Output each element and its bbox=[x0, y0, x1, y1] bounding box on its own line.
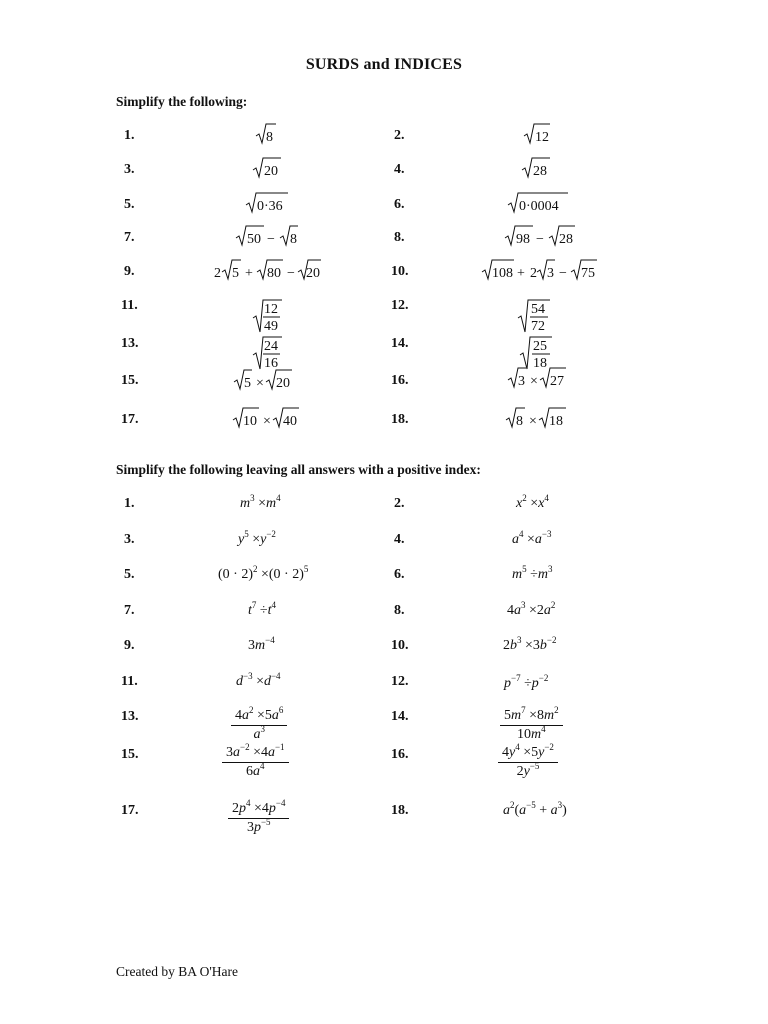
question-number: 17. bbox=[121, 412, 139, 427]
svg-text:×: × bbox=[529, 414, 537, 429]
question-number: 9. bbox=[124, 264, 135, 279]
question-number: 7. bbox=[124, 603, 135, 618]
expression-index: $x^2 \times x^4$ bbox=[516, 493, 549, 511]
surd-expressions bbox=[0, 0, 768, 440]
svg-text:−: − bbox=[559, 266, 567, 281]
svg-text:98: 98 bbox=[516, 232, 530, 247]
svg-text:49: 49 bbox=[264, 319, 278, 334]
expression-index: $d^{-3} \times d^{-4}$ bbox=[236, 671, 281, 689]
expression-index: $m^3 \times m^4$ bbox=[240, 493, 281, 511]
question-number: 16. bbox=[391, 373, 409, 388]
expression-surd bbox=[524, 124, 550, 145]
expression-surd-fraction bbox=[520, 337, 552, 371]
svg-text:−: − bbox=[287, 266, 295, 281]
question-number: 9. bbox=[124, 638, 135, 653]
expression-surd bbox=[506, 408, 566, 429]
question-number: 8. bbox=[394, 603, 405, 618]
svg-text:8: 8 bbox=[516, 414, 523, 429]
svg-text:3: 3 bbox=[547, 266, 554, 281]
expression-index: $2b^3 \times 3b^{-2}$ bbox=[503, 635, 557, 653]
svg-text:27: 27 bbox=[550, 374, 564, 389]
expression-surd bbox=[508, 368, 566, 389]
question-number: 2. bbox=[394, 128, 405, 143]
question-number: 18. bbox=[391, 803, 409, 818]
svg-text:80: 80 bbox=[267, 266, 281, 281]
question-number: 14. bbox=[391, 709, 409, 724]
expression-index: $3m^{-4}$ bbox=[248, 635, 275, 653]
svg-text:75: 75 bbox=[581, 266, 595, 281]
svg-text:25: 25 bbox=[533, 339, 547, 354]
svg-text:−: − bbox=[267, 232, 275, 247]
svg-text:5: 5 bbox=[244, 376, 251, 391]
svg-text:28: 28 bbox=[533, 164, 547, 179]
svg-text:5: 5 bbox=[232, 266, 239, 281]
svg-text:2: 2 bbox=[214, 266, 221, 281]
question-number: 1. bbox=[124, 496, 135, 511]
expression-index-fraction: $\frac{4a^2 \times 5a^6}{a^3}$ bbox=[231, 708, 287, 743]
question-number: 5. bbox=[124, 197, 135, 212]
expression-surd bbox=[214, 260, 321, 281]
question-number: 16. bbox=[391, 747, 409, 762]
question-number: 15. bbox=[121, 747, 139, 762]
question-number: 18. bbox=[391, 412, 409, 427]
expression-surd-fraction bbox=[518, 300, 550, 334]
svg-text:+: + bbox=[245, 266, 253, 281]
section-heading-indices: Simplify the following leaving all answers with a positive index: bbox=[116, 462, 481, 477]
svg-text:16: 16 bbox=[264, 356, 278, 371]
svg-text:108: 108 bbox=[492, 266, 513, 281]
question-number: 3. bbox=[124, 162, 135, 177]
question-number: 3. bbox=[124, 532, 135, 547]
author-credit: Created by BA O'Hare bbox=[116, 964, 239, 979]
expression-surd bbox=[482, 260, 597, 281]
expression-index: $a^4 \times a^{-3}$ bbox=[512, 529, 552, 547]
svg-text:12: 12 bbox=[535, 130, 549, 145]
svg-text:×: × bbox=[256, 376, 264, 391]
question-number: 6. bbox=[394, 197, 405, 212]
expression-surd bbox=[256, 124, 276, 145]
question-number: 17. bbox=[121, 803, 139, 818]
svg-text:×: × bbox=[530, 374, 538, 389]
question-number: 5. bbox=[124, 567, 135, 582]
svg-text:20: 20 bbox=[306, 266, 320, 281]
question-number: 8. bbox=[394, 230, 405, 245]
expression-surd bbox=[236, 226, 298, 247]
svg-text:18: 18 bbox=[549, 414, 563, 429]
expression-surd-fraction bbox=[253, 337, 282, 371]
svg-text:2: 2 bbox=[530, 266, 537, 281]
svg-text:50: 50 bbox=[247, 232, 261, 247]
question-number: 2. bbox=[394, 496, 405, 511]
svg-text:28: 28 bbox=[559, 232, 573, 247]
question-number: 12. bbox=[391, 298, 409, 313]
svg-text:−: − bbox=[536, 232, 544, 247]
question-number: 14. bbox=[391, 336, 409, 351]
expression-surd-fraction bbox=[253, 300, 282, 334]
question-number: 11. bbox=[121, 298, 138, 313]
svg-text:18: 18 bbox=[533, 356, 547, 371]
expression-surd bbox=[522, 158, 550, 179]
svg-text:72: 72 bbox=[531, 319, 545, 334]
expression-surd bbox=[253, 158, 281, 179]
expression-index-fraction: $\frac{5m^7 \times 8m^2}{10m^4}$ bbox=[500, 708, 563, 743]
expression-index: $p^{-7} \div p^{-2}$ bbox=[504, 673, 549, 691]
question-number: 10. bbox=[391, 264, 409, 279]
expression-index: $m^5 \div m^3$ bbox=[512, 564, 553, 582]
section-heading-surds: Simplify the following: bbox=[116, 94, 248, 109]
svg-text:8: 8 bbox=[290, 232, 297, 247]
expression-surd bbox=[246, 193, 288, 214]
expression-surd bbox=[505, 226, 575, 247]
expression-surd bbox=[233, 408, 299, 429]
question-number: 15. bbox=[121, 373, 139, 388]
question-number: 1. bbox=[124, 128, 135, 143]
svg-text:20: 20 bbox=[264, 164, 278, 179]
question-number: 4. bbox=[394, 162, 405, 177]
page-title: SURDS and INDICES bbox=[305, 56, 463, 73]
expression-index-fraction: $\frac{2p^4 \times 4p^{-4}}{3p^{-5}}$ bbox=[228, 801, 289, 836]
expression-surd bbox=[234, 370, 292, 391]
expression-index-fraction: $\frac{3a^{-2} \times 4a^{-1}}{6a^4}$ bbox=[222, 745, 289, 780]
question-number: 4. bbox=[394, 532, 405, 547]
question-number: 12. bbox=[391, 674, 409, 689]
expression-index: $a^2(a^{-5} + a^3)$ bbox=[503, 800, 567, 818]
svg-text:0·36: 0·36 bbox=[257, 199, 283, 214]
svg-text:12: 12 bbox=[264, 302, 278, 317]
svg-text:20: 20 bbox=[276, 376, 290, 391]
svg-text:24: 24 bbox=[264, 339, 278, 354]
question-number: 13. bbox=[121, 709, 139, 724]
expression-index: $(0 \cdot 2)^2 \times(0 \cdot 2)^5$ bbox=[218, 564, 309, 582]
question-number: 6. bbox=[394, 567, 405, 582]
question-number: 10. bbox=[391, 638, 409, 653]
expression-surd bbox=[508, 193, 568, 214]
expression-index: $y^5 \times y^{-2}$ bbox=[238, 529, 276, 547]
svg-text:40: 40 bbox=[283, 414, 297, 429]
svg-text:3: 3 bbox=[518, 374, 525, 389]
svg-text:×: × bbox=[263, 414, 271, 429]
svg-text:8: 8 bbox=[266, 130, 273, 145]
svg-text:+: + bbox=[517, 266, 525, 281]
svg-text:10: 10 bbox=[243, 414, 257, 429]
svg-text:54: 54 bbox=[531, 302, 545, 317]
question-number: 7. bbox=[124, 230, 135, 245]
svg-text:0·0004: 0·0004 bbox=[519, 199, 559, 214]
expression-index: $4a^3 \times 2a^2$ bbox=[507, 600, 556, 618]
expression-index-fraction: $\frac{4y^4 \times 5y^{-2}}{2y^{-5}}$ bbox=[498, 745, 558, 780]
expression-index: $t^7 \div t^4$ bbox=[248, 600, 276, 618]
question-number: 13. bbox=[121, 336, 139, 351]
question-number: 11. bbox=[121, 674, 138, 689]
